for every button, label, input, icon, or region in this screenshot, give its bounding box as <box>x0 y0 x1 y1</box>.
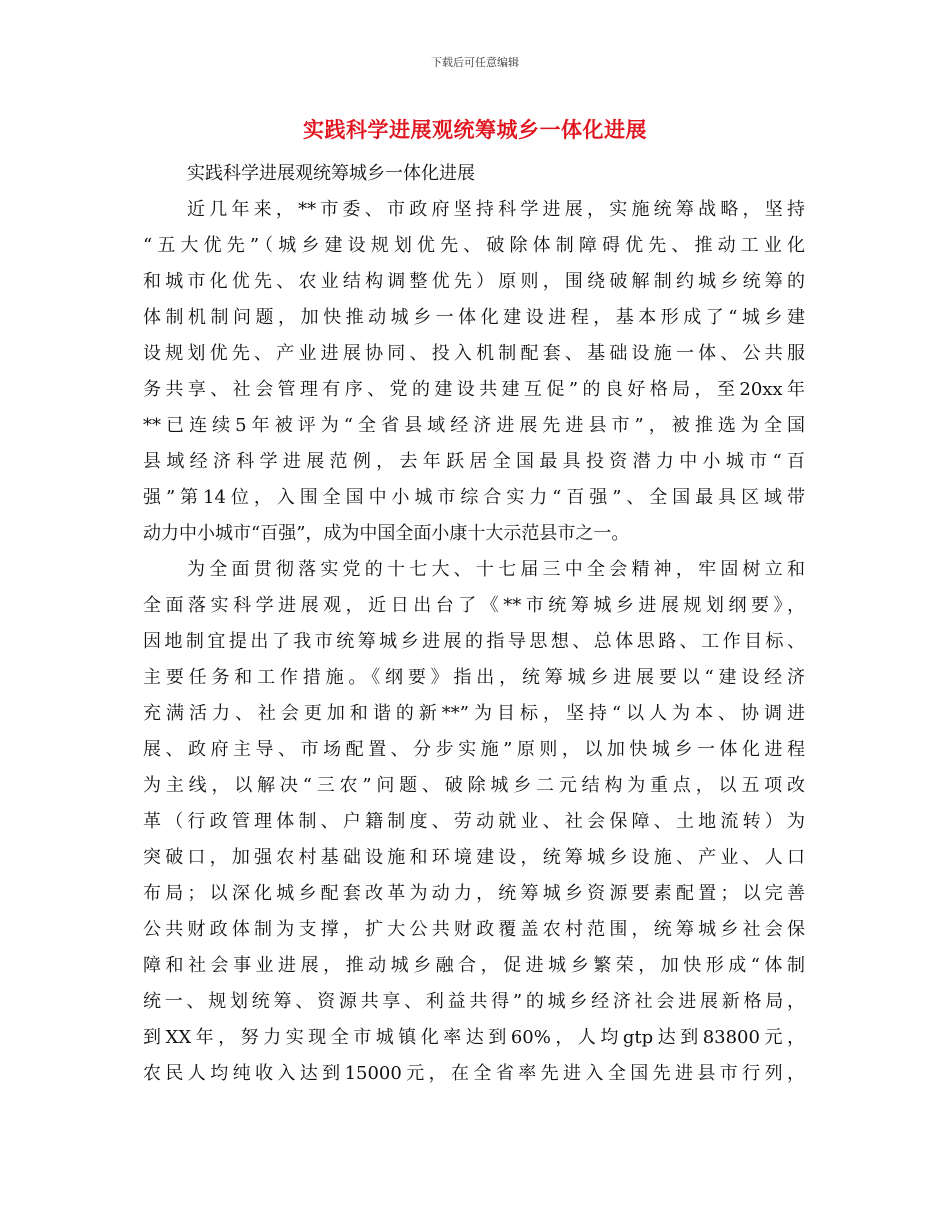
text-line: 为全面贯彻落实党的十七大、十七届三中全会精神，牢固树立和 <box>187 559 805 580</box>
text-line: 布局；以深化城乡配套改革为动力，统筹城乡资源要素配置；以完善 <box>143 883 805 904</box>
text-line: 设规划优先、产业进展协同、投入机制配套、基础设施一体、公共服 <box>143 343 805 364</box>
text-line: 县域经济科学进展范例，去年跃居全国最具投资潜力中小城市“百 <box>143 451 805 472</box>
text-line: 为主线，以解决“三农”问题、破除城乡二元结构为重点，以五项改 <box>143 775 805 796</box>
text-line: 充满活力、社会更加和谐的新**”为目标，坚持“以人为本、协调进 <box>143 703 805 724</box>
text-line: 动力中小城市“百强”，成为中国全面小康十大示范县市之一。 <box>143 523 630 544</box>
text-line: 障和社会事业进展，推动城乡融合，促进城乡繁荣，加快形成“体制 <box>143 955 805 976</box>
text-line: 主要任务和工作措施。《纲要》指出，统筹城乡进展要以“建设经济 <box>143 667 805 688</box>
document-title: 实践科学进展观统筹城乡一体化进展 <box>303 117 647 142</box>
text-line: 革（行政管理体制、户籍制度、劳动就业、社会保障、土地流转）为 <box>143 811 805 832</box>
text-line: 突破口，加强农村基础设施和环境建设，统筹城乡设施、产业、人口 <box>143 847 805 868</box>
text-line: 强”第14位，入围全国中小城市综合实力“百强”、全国最具区域带 <box>143 487 805 508</box>
header-note: 下载后可任意编辑 <box>431 56 519 69</box>
text-line: 农民人均纯收入达到15000元，在全省率先进入全国先进县市行列， <box>143 1063 805 1084</box>
text-line: 全面落实科学进展观，近日出台了《**市统筹城乡进展规划纲要》， <box>143 595 805 616</box>
text-line: 体制机制问题，加快推动城乡一体化建设进程，基本形成了“城乡建 <box>143 307 805 328</box>
subtitle-line: 实践科学进展观统筹城乡一体化进展 <box>187 163 475 184</box>
text-line: 务共享、社会管理有序、党的建设共建互促”的良好格局，至20xx年 <box>143 379 805 400</box>
text-line: 统一、规划统筹、资源共享、利益共得”的城乡经济社会进展新格局， <box>143 991 805 1012</box>
paragraph-2 <box>143 552 805 1092</box>
text-line: 展、政府主导、市场配置、分步实施”原则，以加快城乡一体化进程 <box>143 739 805 760</box>
text-line: 和城市化优先、农业结构调整优先）原则，围绕破解制约城乡统筹的 <box>143 271 805 292</box>
document-body <box>143 156 805 1092</box>
text-line: 因地制宜提出了我市统筹城乡进展的指导思想、总体思路、工作目标、 <box>143 631 805 652</box>
text-line: 近几年来，**市委、市政府坚持科学进展，实施统筹战略，坚持 <box>187 199 805 220</box>
text-line: 公共财政体制为支撑，扩大公共财政覆盖农村范围，统筹城乡社会保 <box>143 919 805 940</box>
paragraph-1 <box>143 192 805 552</box>
text-line: “五大优先”（城乡建设规划优先、破除体制障碍优先、推动工业化 <box>143 235 805 256</box>
text-line: 到XX年，努力实现全市城镇化率达到60%，人均gtp达到83800元， <box>143 1027 805 1048</box>
text-line: **已连续5年被评为“全省县域经济进展先进县市”，被推选为全国 <box>143 415 805 436</box>
